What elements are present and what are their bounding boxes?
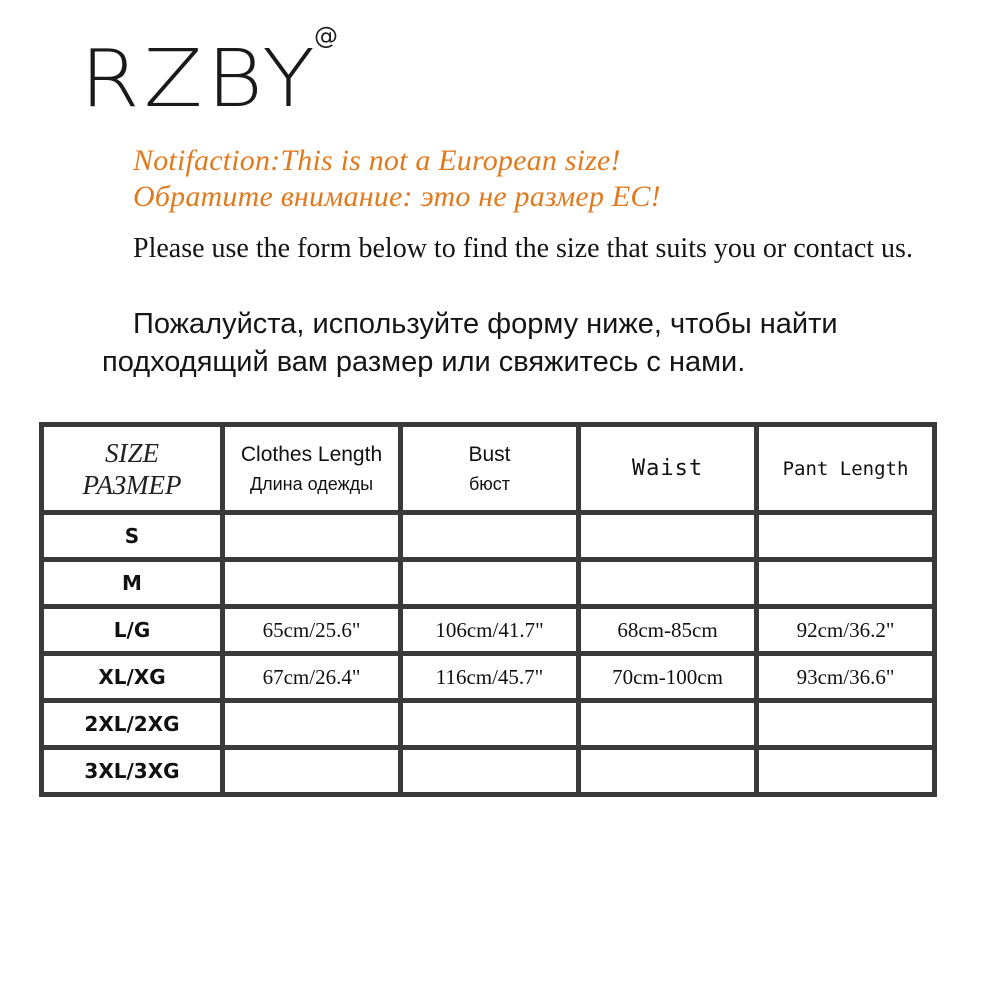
brand-logo: RZBY [80,33,319,126]
waist-cell: 70cm-100cm [579,654,757,701]
size-cell: M [42,560,223,607]
instructions-english: Please use the form below to find the size that suits you or contact us. [133,233,913,264]
header-pant-length-label: Pant Length [782,457,909,480]
registered-mark: @ [314,22,338,50]
header-waist-label: Waist [631,456,704,481]
size-cell: S [42,513,223,560]
header-size [42,425,223,513]
table-row [42,513,935,560]
bust-cell: 116cm/45.7" [401,654,579,701]
pant-length-cell [757,701,935,748]
pant-length-cell: 93cm/36.6" [757,654,935,701]
waist-cell [579,748,757,795]
header-size-ru: РАЗМЕР [82,469,182,500]
bust-cell [401,560,579,607]
header-bust [401,425,579,513]
table-header-row [42,425,935,513]
size-cell: L/G [42,607,223,654]
table-row [42,748,935,795]
size-chart-table [39,422,937,797]
waist-cell [579,560,757,607]
header-waist [579,425,757,513]
size-cell: 2XL/2XG [42,701,223,748]
clothes-length-cell [223,560,401,607]
pant-length-cell [757,513,935,560]
table-row [42,654,935,701]
header-clothes-length-en: Clothes Length [240,442,383,466]
header-clothes-length-ru: Длина одежды [249,473,374,494]
size-notice-russian: Обратите внимание: это не размер ЕС! [133,180,661,213]
size-notice-english: Notifaction:This is not a European size! [133,144,621,177]
clothes-length-cell [223,513,401,560]
waist-cell [579,701,757,748]
instructions-russian: Пожалуйста, используйте форму ниже, чтобы найти подходящий вам размер или свяжитесь с нами. [102,308,838,378]
size-cell: XL/XG [42,654,223,701]
clothes-length-cell [223,748,401,795]
bust-cell [401,748,579,795]
bust-cell [401,513,579,560]
clothes-length-cell: 65cm/25.6" [223,607,401,654]
bust-cell: 106cm/41.7" [401,607,579,654]
table-row [42,607,935,654]
size-cell: 3XL/3XG [42,748,223,795]
clothes-length-cell [223,701,401,748]
pant-length-cell: 92cm/36.2" [757,607,935,654]
header-pant-length [757,425,935,513]
header-size-en: SIZE [105,437,159,468]
waist-cell: 68cm-85cm [579,607,757,654]
bust-cell [401,701,579,748]
waist-cell [579,513,757,560]
header-bust-ru: бюст [468,473,511,494]
table-row [42,560,935,607]
pant-length-cell [757,748,935,795]
header-clothes-length [223,425,401,513]
table-row [42,701,935,748]
clothes-length-cell: 67cm/26.4" [223,654,401,701]
header-bust-en: Bust [468,442,511,466]
pant-length-cell [757,560,935,607]
